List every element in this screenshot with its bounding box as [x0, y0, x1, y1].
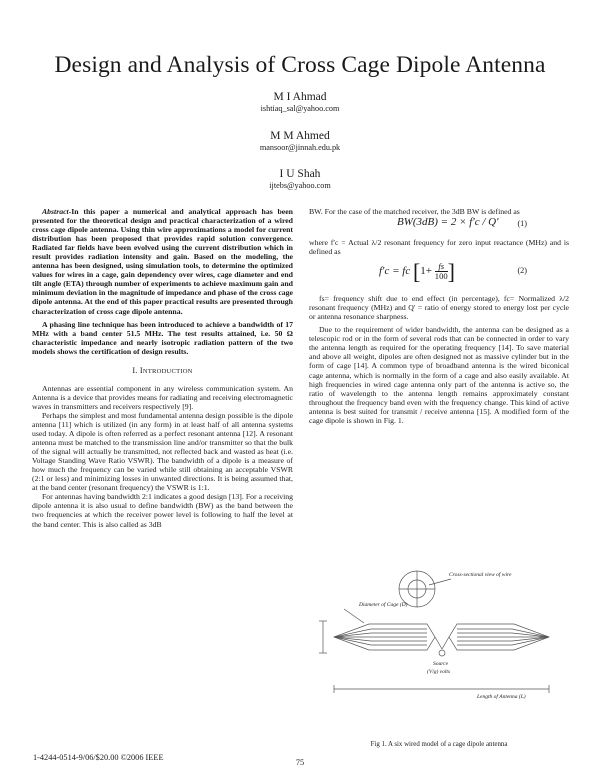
author-block-3: [0, 168, 600, 190]
equation-2-lhs: f′c = fc: [379, 265, 411, 278]
equation-1-body: BW(3dB) = 2 × f′c / Q′: [397, 216, 499, 229]
author-email: mansoor@jinnah.edu.pk: [259, 143, 341, 152]
figure-label-cross-section: Cross-sectional view of wire: [449, 572, 512, 578]
figure-caption: Fig 1. A six wired model of a cage dipole antenna: [370, 741, 508, 748]
body-paragraph: Due to the requirement of wider bandwidth, the antenna can be designed as a telescopic rod or in the form of several rods that can be connected in order to vary the antenna length as required for the operating frequency [14]. To save material and above all weight, dipoles are often designed not as massive cylinder but in the form of cage [14]. A common type of broadband antenna is the wired biconical cage antenna, which is normally in the form of a cage and also easily available. At high frequencies in wired cage antenna only part of the antenna is active so, the ratio of wavelength to the antenna length remains approximately constant throughout the frequency band even with the frequency change. This kind of active antenna is best suited for transmit / receive antenna [15]. A modified form of the cage dipole is shown in Fig. 1.: [309, 325, 569, 425]
fraction-numerator: fs: [435, 262, 448, 272]
equation-2-number: (2): [517, 266, 527, 276]
abstract-second-paragraph: A phasing line technique has been introduced to achieve a bandwidth of 17 MHz with a band center 51.5 MHz. The test results attained, i.e. 50 Ω characteristic impedance and nearly isotropic radiation pattern of the two models shows the certification of design results.: [32, 319, 293, 356]
left-column: [32, 207, 293, 529]
author-block-1: [0, 91, 600, 113]
abstract-text: In this paper a numerical and analytical approach has been presented for the theoretical design and practical characterization of a wired cross cage dipole antenna. Using thin wire approximations a model for current distribution has been proposed that provides rapid solution convergence. Radiated far fields have been evolved using the current distribution which in result provides radiation intensity and gain. Based on the modeling, the antenna has been designed, using simulation tools, to determine the optimized values for wires in a cage, gain dependency over wires, cage diameter and end tilt angle (ETA) through number of experiments to achieve maximum gain and minimum deviation in the magnitude of impedance and phase of the cross cage dipole antenna. At the end of this paper practical results are presented through characterization of cross cage dipole antenna.: [32, 207, 293, 316]
author-email: ijtebs@yahoo.com: [269, 181, 331, 190]
equation-2-fraction: [435, 262, 448, 281]
intro-paragraph: Perhaps the simplest and most fundamental antenna design possible is the dipole antenna [11] which is utilized (in any form) in at least half of all antenna systems used today. A dipole is often referred as a perfect resonant antenna [12]. A resonant antenna must be matched to the transmission line and/or transmitter so that the bulk of the signal will actually be transmitted, not reflected back and wasted as heat (i.e. Voltage Standing Wave Ratio VSWR). The bandwidth of a dipole is a measure of how much the frequency can be varied while still obtaining an acceptable VSWR (2:1 or less) and minimizing losses in unwanted directions. It is being assumed that, at the band center (resonant frequency) the VSWR is 1:1.: [32, 410, 293, 493]
figure-label-diameter: Diameter of Cage (D): [359, 602, 408, 608]
author-email: ishtiaq_sal@yahoo.com: [260, 104, 340, 113]
cage-dipole-diagram: [309, 569, 569, 719]
body-paragraph: fs= frequency shift due to end effect (in percentage), fc= Normalized λ/2 resonant frequency (MHz) and Q′ = ratio of energy stored to energy lost per cycle or antenna resonance sharpness.: [309, 294, 569, 322]
right-column: [309, 207, 569, 425]
feed-line: [435, 637, 442, 649]
abstract-label: Abstract-: [42, 207, 72, 216]
author-name: M I Ahmad: [273, 91, 327, 103]
bracket-right: ]: [447, 259, 455, 285]
intro-paragraph: Antennas are essential component in any wireless communication system. An Antenna is a device that provides means for radiating and receiving electromagnetic waves in transmitters and receivers respectively [9].: [32, 383, 293, 411]
equation-1-number: (1): [517, 219, 527, 229]
page-number: 75: [295, 758, 305, 767]
equation-2: f′c = fc [1+ $\frac{fs}{100}$ ] (2): [379, 259, 527, 285]
author-block-2: [0, 130, 600, 152]
source-icon: [439, 650, 445, 656]
paper-title: Design and Analysis of Cross Cage Dipole Antenna: [54, 52, 546, 78]
equation-1: [309, 216, 569, 238]
fraction-denominator: 100: [434, 271, 448, 282]
footer-copyright: 1-4244-0514-9/06/$20.00 ©2006 IEEE: [33, 753, 164, 762]
author-name: I U Shah: [279, 168, 321, 180]
figure-cage-dipole: [309, 569, 569, 719]
bracket-left: [: [412, 259, 421, 285]
figure-label-source-unit: (V/g) volts: [427, 669, 451, 675]
intro-paragraph: For antennas having bandwidth 2:1 indicates a good design [13]. For a receiving dipole antenna it is also usual to define bandwidth (BW) as the band between the two frequencies at which the receiver power level is following to half the level at the band center. This is also called as 3dB: [32, 492, 293, 529]
body-paragraph: where f′c = Actual λ/2 resonant frequency for zero input reactance (MHz) and is defined as: [309, 238, 569, 257]
body-paragraph: BW. For the case of the matched receiver, the 3dB BW is defined as: [309, 207, 520, 216]
author-name: M M Ahmed: [270, 130, 330, 142]
figure-label-length: Length of Antenna (L): [477, 694, 526, 700]
abstract: [32, 207, 293, 316]
figure-label-source: Source: [433, 661, 449, 667]
section-heading-introduction: I. INTRODUCTION: [132, 365, 193, 375]
